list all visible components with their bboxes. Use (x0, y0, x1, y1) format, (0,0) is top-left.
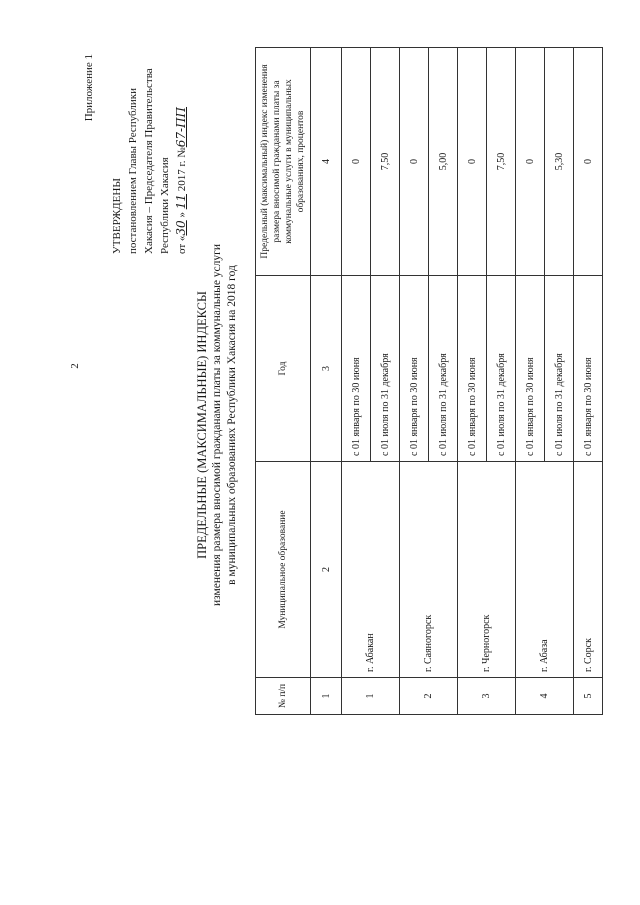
period: с 01 января по 30 июня (342, 276, 371, 462)
period: с 01 июля по 31 декабря (429, 276, 458, 462)
date-day: 30 (174, 220, 188, 236)
document-title (195, 190, 240, 660)
column-number: 3 (311, 276, 342, 462)
index-value: 0 (342, 48, 371, 276)
row-number: 1 (342, 678, 400, 715)
index-value: 5,30 (545, 48, 574, 276)
period: с 01 июля по 31 декабря (487, 276, 516, 462)
column-number: 2 (311, 462, 342, 678)
row-number: 5 (574, 678, 603, 715)
document-page (77, 40, 597, 720)
decree-number: 67-ПП (174, 106, 188, 148)
period: с 01 июля по 31 декабря (545, 276, 574, 462)
index-value: 0 (400, 48, 429, 276)
index-value: 0 (458, 48, 487, 276)
index-value: 0 (516, 48, 545, 276)
appendix-label: Приложение 1 (83, 54, 95, 122)
municipality-name: г. Черногорск (458, 462, 516, 678)
approval-line-3: Республики Хакасия (159, 157, 171, 254)
column-number: 4 (311, 48, 342, 276)
title-line-3: в муниципальных образованиях Республики Хакасия на 2018 год (226, 265, 238, 585)
municipality-name: г. Абакан (342, 462, 400, 678)
date-mid: » (176, 212, 188, 218)
period: с 01 января по 30 июня (574, 276, 603, 462)
indices-table (255, 47, 603, 715)
municipality-name: г. Сорск (574, 462, 603, 678)
index-value: 7,50 (371, 48, 400, 276)
approval-stamp (81, 54, 190, 254)
approval-date (173, 54, 190, 254)
column-number: 1 (311, 678, 342, 715)
header-municipality: Муниципальное образование (256, 462, 311, 678)
header-no: № п/п (256, 678, 311, 715)
index-value: 7,50 (487, 48, 516, 276)
period: с 01 января по 30 июня (516, 276, 545, 462)
period: с 01 января по 30 июня (400, 276, 429, 462)
page-number: 2 (68, 363, 81, 369)
approved-label: УТВЕРЖДЕНЫ (111, 178, 123, 254)
approval-line-1: постановлением Главы Республики (127, 88, 139, 254)
table-header-row (256, 48, 311, 715)
title-main: ПРЕДЕЛЬНЫЕ (МАКСИМАЛЬНЫЕ) ИНДЕКСЫ (195, 291, 209, 559)
date-prefix: от « (176, 235, 188, 254)
index-value: 0 (574, 48, 603, 276)
approval-line-2: Хакасия – Председателя Правительства (143, 68, 155, 254)
table-row (574, 48, 603, 715)
row-number: 2 (400, 678, 458, 715)
header-year: Год (256, 276, 311, 462)
row-number: 4 (516, 678, 574, 715)
table-row (516, 48, 545, 715)
municipality-name: г. Абаза (516, 462, 574, 678)
date-year: 2017 г. № (176, 147, 188, 192)
date-month: 11 (174, 194, 188, 210)
table-row (400, 48, 429, 715)
column-numbers-row (311, 48, 342, 715)
period: с 01 июля по 31 декабря (371, 276, 400, 462)
table-row (458, 48, 487, 715)
index-value: 5,00 (429, 48, 458, 276)
header-index: Предельный (максимальный) индекс изменения размера вносимой гражданами платы за коммунальные услуги в муниципальных образованиях, процентов (256, 48, 311, 276)
title-line-2: изменения размера вносимой гражданами платы за коммунальные услуги (211, 243, 223, 607)
row-number: 3 (458, 678, 516, 715)
table-row (342, 48, 371, 715)
period: с 01 января по 30 июня (458, 276, 487, 462)
municipality-name: г. Саяногорск (400, 462, 458, 678)
